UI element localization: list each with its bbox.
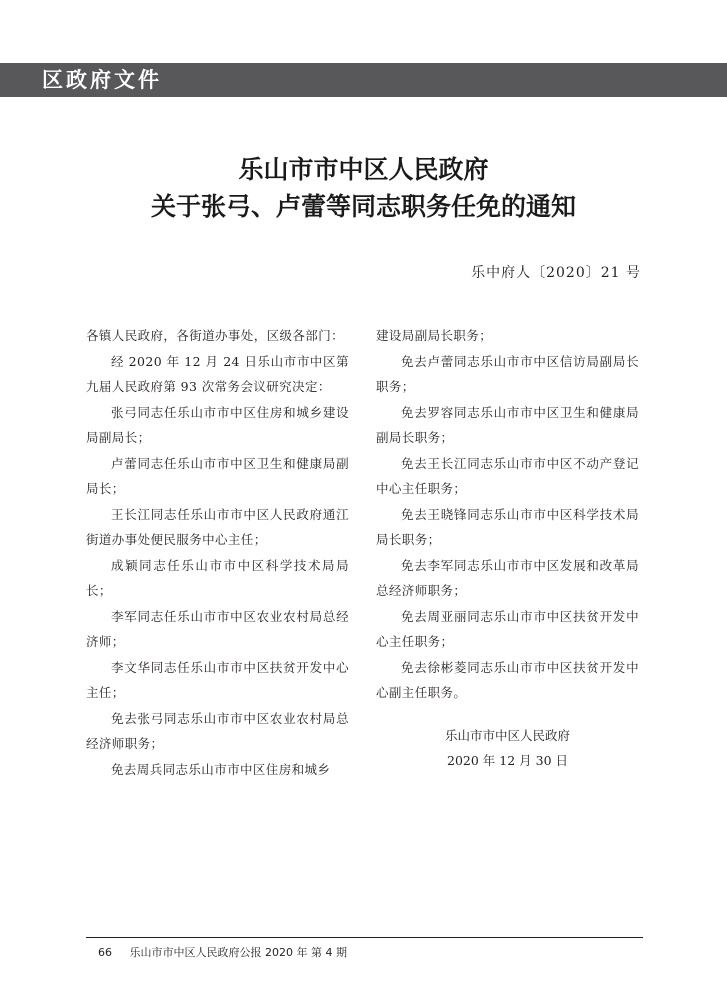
paragraph: 免去李军同志乐山市市中区发展和改革局总经济师职务； [376, 557, 639, 598]
document-number: 乐中府人〔2020〕21 号 [471, 265, 641, 281]
signature-block [376, 723, 639, 773]
paragraph: 王长江同志任乐山市市中区人民政府通江街道办事处便民服务中心主任； [86, 506, 349, 547]
paragraph: 免去卢蕾同志乐山市市中区信访局副局长职务； [376, 353, 639, 394]
page-footer [98, 944, 347, 960]
page-number: 66 [98, 946, 112, 959]
paragraph: 免去罗容同志乐山市市中区卫生和健康局副局长职务； [376, 404, 639, 445]
header-bar [0, 63, 727, 97]
paragraph: 免去周亚丽同志乐山市市中区扶贫开发中心主任职务； [376, 608, 639, 649]
paragraph: 免去王长江同志乐山市市中区不动产登记中心主任职务； [376, 455, 639, 496]
paragraph: 成颖同志任乐山市市中区科学技术局局长； [86, 557, 349, 598]
footer-divider [86, 937, 643, 938]
salutation: 各镇人民政府，各街道办事处，区级各部门： [86, 328, 345, 343]
paragraph: 张弓同志任乐山市市中区住房和城乡建设局副局长； [86, 404, 349, 445]
document-title-line2: 关于张弓、卢蕾等同志职务任免的通知 [150, 192, 576, 221]
paragraph: 免去王晓锋同志乐山市市中区科学技术局局长职务； [376, 506, 639, 547]
body-left-column [86, 323, 349, 782]
body-right-column [376, 323, 639, 773]
paragraph: 李文华同志任乐山市市中区扶贫开发中心主任； [86, 659, 349, 700]
paragraph: 经 2020 年 12 月 24 日乐山市市中区第九届人民政府第 93 次常务会议研究决定： [86, 353, 349, 394]
publication-name: 乐山市市中区人民政府公报 2020 年 第 4 期 [129, 946, 347, 959]
paragraph-continued: 建设局副局长职务； [376, 328, 493, 343]
paragraph: 李军同志任乐山市市中区农业农村局总经济师； [86, 608, 349, 649]
paragraph: 免去周兵同志乐山市市中区住房和城乡 [111, 761, 331, 777]
document-title-line1: 乐山市市中区人民政府 [238, 155, 489, 184]
paragraph: 免去徐彬菱同志乐山市市中区扶贫开发中心副主任职务。 [376, 659, 639, 700]
signature-org: 乐山市市中区人民政府 [444, 727, 570, 743]
paragraph: 免去张弓同志乐山市市中区农业农村局总经济师职务； [86, 710, 349, 751]
paragraph: 卢蕾同志任乐山市市中区卫生和健康局副局长； [86, 455, 349, 496]
signature-date: 2020 年 12 月 30 日 [447, 752, 568, 768]
section-title: 区政府文件 [42, 68, 162, 92]
